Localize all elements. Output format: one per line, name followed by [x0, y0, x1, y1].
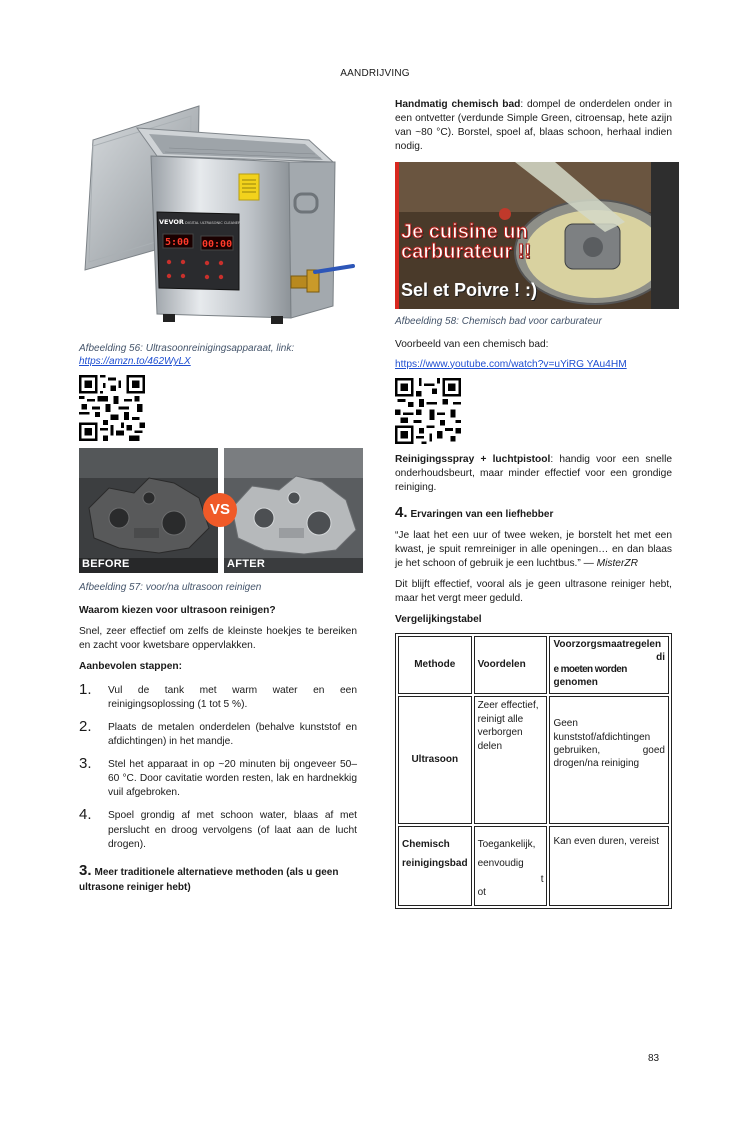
- manual-bath-text: : dompel de onderdelen onder in een ontvetter (verdunde Simple Green, citroensap, hete azijn van ~80 °C). Borstel, spoel af, blaas schoon, herhaal indien nodig.: [395, 99, 672, 153]
- caution-line-3: drogen/na reiniging: [553, 758, 640, 770]
- display-right: 00:00: [202, 239, 233, 250]
- manual-bath-paragraph: [395, 98, 672, 154]
- quote-author: MisterZR: [596, 557, 638, 569]
- after-label: AFTER: [227, 558, 266, 571]
- carb-subtitle: Sel et Poivre ! :): [401, 280, 538, 301]
- step-text: Plaats de metalen onderdelen (behalve kunststof en afdichtingen) in het mandje.: [108, 722, 357, 748]
- list-item: [79, 718, 357, 749]
- youtube-link[interactable]: https://www.youtube.com/watch?v=uYiRG YAu4HM: [395, 358, 627, 370]
- row-chemisch-method: [398, 826, 472, 906]
- step-text: Spoel grondig af met schoon water, blaas af met perslucht en droog vervolgens (of laat aan de lucht drogen).: [108, 810, 357, 850]
- header-caution-line-2: di: [656, 651, 665, 663]
- pros-line-3: t: [540, 874, 544, 886]
- section-4-title: Ervaringen van een liefhebber: [410, 508, 554, 520]
- left-column: [79, 100, 357, 895]
- steps-list: [79, 680, 357, 852]
- step-text: Stel het apparaat in op ~20 minuten bij ongeveer 50–60 °C. Door cavitatie worden resten, lak en hardnekkig vuil afgebroken.: [108, 759, 357, 799]
- brand-label: VEVOR: [159, 218, 184, 226]
- vs-text: VS: [209, 501, 230, 519]
- before-after-image: [79, 448, 363, 573]
- why-heading: Waarom kiezen voor ultrasoon reinigen?: [79, 604, 276, 616]
- spray-paragraph: [395, 453, 672, 495]
- pros-line-4: ot: [477, 887, 486, 899]
- qr-code-amazon: [79, 375, 145, 441]
- list-item: [79, 806, 357, 851]
- section-3-number: 3.: [79, 861, 92, 879]
- right-column: [395, 98, 672, 909]
- row-ultrasoon-pros: Zeer effectief, reinigt alle verborgen delen: [474, 696, 548, 824]
- figure-caption-57: Afbeelding 57: voor/na ultrasoon reinigen: [79, 582, 262, 594]
- step-number: 2.: [79, 718, 92, 736]
- section-3-heading: [79, 861, 357, 895]
- header-caution-line-4: genomen: [553, 676, 598, 688]
- ultrasonic-cleaner-illustration: [79, 100, 357, 338]
- table-row: [398, 636, 669, 694]
- steps-heading: Aanbevolen stappen:: [79, 660, 183, 672]
- header-pros: Voordelen: [474, 636, 548, 694]
- row-chemisch-pros: [474, 826, 548, 906]
- why-paragraph: Snel, zeer effectief om zelfs de kleinste hoekjes te bereiken en zacht voor kwetsbare oppervlakken.: [79, 625, 357, 651]
- amazon-link[interactable]: https://amzn.to/462WyLX: [79, 356, 191, 368]
- running-header: AANDRIJVING: [340, 68, 410, 79]
- page-number: 83: [648, 1053, 660, 1064]
- spray-term: Reinigingsspray + luchtpistool: [395, 453, 551, 465]
- step-number: 1.: [79, 680, 92, 698]
- quote-text: “Je laat het een uur of twee weken, je borstelt het met een kwast, je spuit remreiniger in alle openingen… en dan blaas je het schoon of gebruik je een luchtbus.”: [395, 529, 672, 569]
- method-line-2: reinigingsbad: [402, 858, 468, 870]
- section-4-heading: [395, 503, 672, 524]
- after-panel: [224, 448, 363, 573]
- display-left: 5:00: [165, 237, 190, 248]
- list-item: [79, 680, 357, 712]
- carb-title: [401, 222, 541, 263]
- comparison-table: [395, 633, 672, 909]
- figure-caption-58: Afbeelding 58: Chemisch bad voor carburateur: [395, 316, 602, 328]
- header-caution-line-3: e moeten worden: [553, 664, 627, 676]
- table-row: [398, 696, 669, 824]
- quote-paragraph: [395, 529, 672, 571]
- figure-caption-56: [79, 342, 357, 368]
- header-caution-line-1: Voorzorgsmaatregelen: [553, 639, 662, 651]
- row-ultrasoon-method: Ultrasoon: [398, 696, 472, 824]
- row-chemisch-caution: Kan even duren, vereist: [549, 826, 669, 906]
- pros-line-2: eenvoudig: [477, 858, 524, 870]
- header-method: Methode: [398, 636, 472, 694]
- section-4-number: 4.: [395, 503, 408, 521]
- qr-code-youtube: [395, 378, 461, 444]
- panel-label: DIGITAL ULTRASONIC CLEANER: [185, 221, 241, 225]
- header-caution: [549, 636, 669, 694]
- pros-line-1: Toegankelijk,: [477, 839, 536, 851]
- section-3-title: Meer traditionele alternatieve methoden (als u geen ultrasone reiniger hebt): [79, 866, 339, 894]
- method-line-1: Chemisch: [402, 839, 450, 851]
- step-number: 4.: [79, 806, 92, 824]
- carb-title-line-2: carburateur !!: [401, 241, 532, 264]
- carb-title-line-1: Je cuisine un: [401, 221, 528, 244]
- carburetor-video-thumbnail: [395, 162, 679, 309]
- ultrasonic-cleaner-image: [79, 100, 357, 338]
- list-item: [79, 755, 357, 800]
- caption-56-text: Afbeelding 56: Ultrasoonreinigingsapparaat, link:: [79, 343, 295, 354]
- example-text: Voorbeeld van een chemisch bad:: [395, 338, 549, 350]
- step-text: Vul de tank met warm water en een reinigingsoplossing (1 tot 5 %).: [108, 684, 357, 710]
- before-label: BEFORE: [82, 558, 130, 571]
- conclusion-paragraph: Dit blijft effectief, vooral als je geen ultrasone reiniger hebt, maar het vergt meer geduld.: [395, 578, 672, 604]
- manual-bath-term: Handmatig chemisch bad: [395, 99, 521, 110]
- caution-line-2: goed: [642, 744, 665, 756]
- row-ultrasoon-caution: [549, 696, 669, 824]
- before-panel: [79, 448, 218, 573]
- quote-dash: —: [580, 557, 597, 569]
- caution-line-1: Geen kunststof/afdichtingen gebruiken,: [553, 718, 651, 757]
- table-heading: Vergelijkingstabel: [395, 613, 482, 625]
- step-number: 3.: [79, 755, 92, 773]
- table-row: [398, 826, 669, 906]
- spray-text: : handig voor een snelle onderhoudsbeurt, maar minder effectief voor een grondige reiniging.: [395, 453, 673, 493]
